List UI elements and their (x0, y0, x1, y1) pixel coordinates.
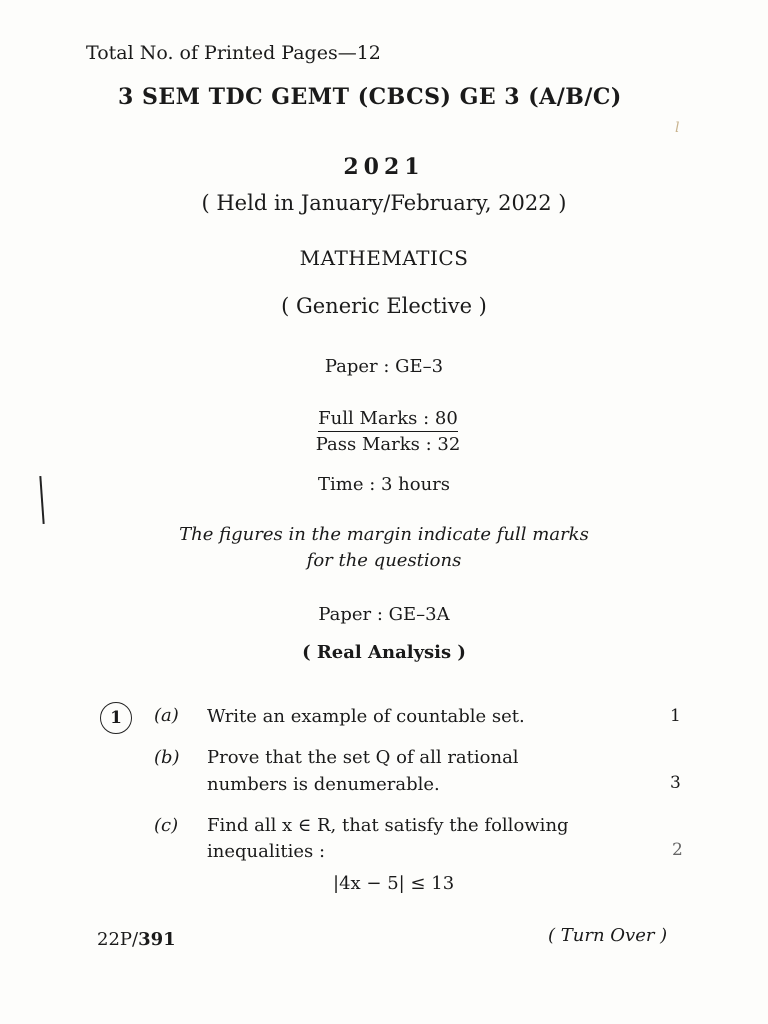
turn-over-note: ( Turn Over ) (548, 925, 668, 946)
part-b-marks: 3 (670, 773, 681, 793)
subject-title: MATHEMATICS (299, 246, 469, 270)
printed-pages-count: Total No. of Printed Pages—12 (86, 42, 381, 64)
instructions-line-1: The figures in the margin indicate full marks (179, 524, 589, 545)
instructions (0, 522, 768, 574)
pass-marks: Pass Marks : 32 (315, 434, 461, 455)
inequality-formula: |4x − 5| ≤ 13 (333, 873, 455, 894)
course-code: 3 SEM TDC GEMT (CBCS) GE 3 (A/B/C) (118, 84, 622, 110)
paper-type: ( Generic Elective ) (281, 294, 487, 318)
part-a-text: Write an example of countable set. (207, 706, 525, 727)
part-b-line-1: Prove that the set Q of all rational (207, 747, 519, 768)
section-title: ( Real Analysis ) (302, 642, 466, 663)
exam-time: Time : 3 hours (317, 474, 451, 495)
part-c-line-2: inequalities : (207, 841, 326, 862)
paper-serial-prefix: 22P/ (97, 929, 139, 950)
exam-year: 2021 (343, 154, 425, 180)
part-b-label: (b) (154, 747, 180, 768)
marks-box (303, 408, 473, 455)
part-c-marks: 2 (672, 840, 683, 860)
full-marks: Full Marks : 80 (318, 408, 458, 432)
question-number: 1 (100, 702, 132, 734)
held-date: ( Held in January/February, 2022 ) (201, 191, 567, 215)
section-paper-code: Paper : GE–3A (318, 604, 450, 625)
part-a-label: (a) (154, 705, 179, 726)
part-c-label: (c) (154, 815, 179, 836)
paper-code: Paper : GE–3 (324, 356, 444, 377)
part-c-line-1: Find all x ∈ R, that satisfy the following (207, 815, 569, 836)
part-b-line-2: numbers is denumerable. (207, 774, 440, 795)
instructions-line-2: for the questions (306, 550, 462, 571)
part-a-marks: 1 (670, 706, 681, 726)
paper-serial (97, 929, 176, 950)
pencil-mark: l (675, 120, 680, 136)
paper-serial-number: 391 (138, 929, 176, 950)
